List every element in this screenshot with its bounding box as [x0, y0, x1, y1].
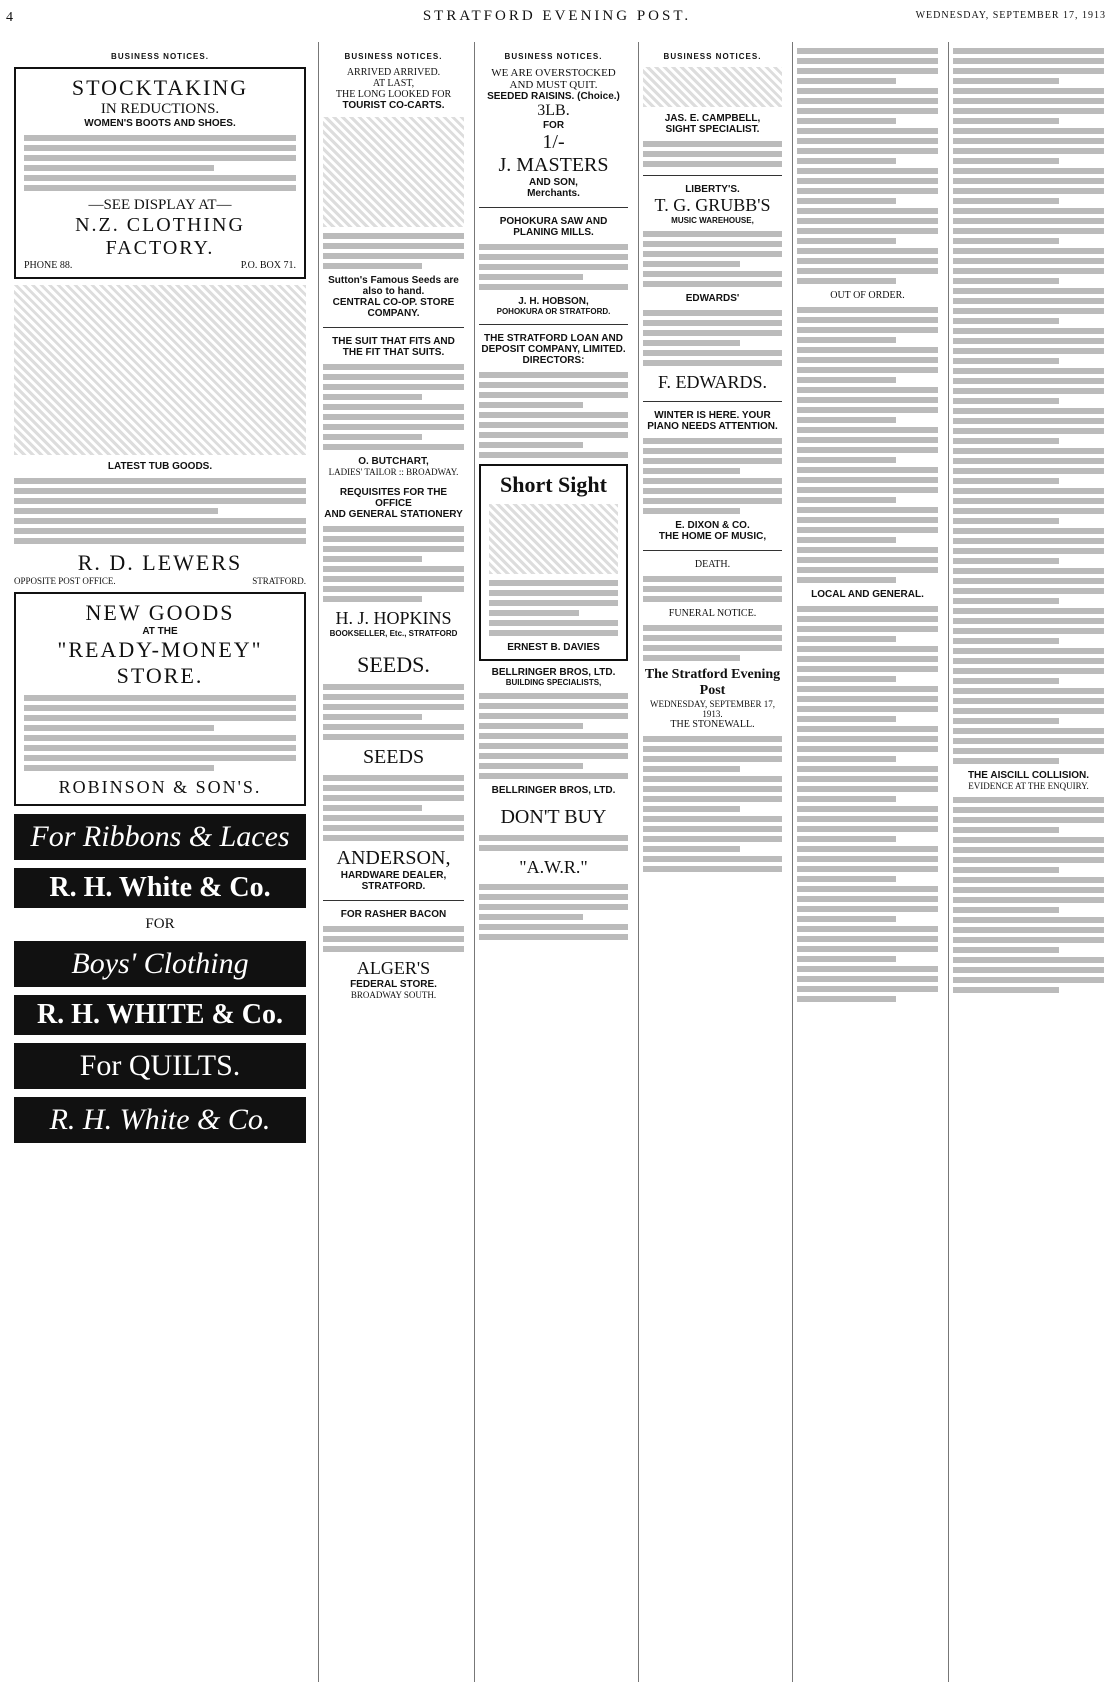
- section-header: BUSINESS NOTICES.: [663, 52, 762, 61]
- article-heading: THE STONEWALL.: [670, 719, 755, 730]
- ad-heading: "READY-MONEY" STORE.: [57, 637, 263, 688]
- ad-body-placeholder: [479, 835, 628, 851]
- ad-heading: R. D. LEWERS: [77, 550, 243, 575]
- article-body-placeholder: [797, 606, 938, 1002]
- quilts-ad: For QUILTS.: [14, 1043, 306, 1089]
- ad-body-placeholder: [643, 141, 782, 167]
- ad-heading: REQUISITES FOR THE OFFICE: [339, 487, 448, 509]
- ad-body-placeholder: [323, 684, 464, 740]
- ad-body-placeholder: [323, 926, 464, 952]
- ad-subheading: SIGHT SPECIALIST.: [665, 124, 760, 135]
- ad-heading: O. BUTCHART,: [358, 456, 429, 467]
- paper-nameplate: The Stratford Evening Post: [644, 667, 781, 698]
- ad-body-placeholder: [24, 135, 296, 191]
- ad-body-placeholder: [323, 775, 464, 841]
- ad-text: AND MUST QUIT.: [509, 79, 598, 91]
- ad-heading: LATEST TUB GOODS.: [107, 461, 213, 472]
- ad-text: SEEDED RAISINS. (Choice.): [487, 91, 620, 102]
- ad-heading: ROBINSON & SON'S.: [58, 777, 262, 797]
- ad-body-placeholder: [489, 580, 618, 636]
- ad-heading: E. DIXON & CO.: [675, 520, 750, 531]
- column-5: [792, 42, 942, 1682]
- notice-heading: DEATH.: [694, 559, 731, 570]
- ad-heading: THE STRATFORD LOAN AND DEPOSIT COMPANY, LIMITED.: [481, 333, 626, 355]
- ad-body-placeholder: [479, 244, 628, 290]
- ad-text: IN: [100, 101, 117, 117]
- ad-text: THE HOME OF MUSIC,: [658, 531, 767, 542]
- edition-date: WEDNESDAY, SEPTEMBER 17, 1913.: [649, 699, 775, 719]
- ad-heading: Short Sight: [500, 472, 607, 497]
- ad-text: POHOKURA OR STRATFORD.: [496, 307, 611, 316]
- ad-text: OPPOSITE POST OFFICE.: [14, 576, 116, 586]
- ad-text: AND SON,: [529, 177, 578, 188]
- ad-text: 3LB.: [537, 102, 570, 119]
- ad-heading: SEEDS.: [357, 652, 430, 677]
- ad-text: Sutton's Famous Seeds are also to hand.: [328, 275, 459, 297]
- ad-subheading: LIBERTY'S.: [685, 184, 740, 195]
- notice-heading: FUNERAL NOTICE.: [668, 608, 757, 619]
- spectacles-illustration: [643, 67, 782, 107]
- column-6: [948, 42, 1108, 1682]
- ad-body-placeholder: [14, 478, 306, 544]
- ad-heading: R. H. WHITE & Co.: [14, 995, 306, 1035]
- ad-heading: EDWARDS': [685, 293, 740, 304]
- ad-body-placeholder: [479, 372, 628, 458]
- column-4: [638, 42, 786, 1682]
- ad-heading: FOR RASHER BACON: [340, 909, 447, 920]
- newspaper-title: STRATFORD EVENING POST.: [422, 8, 692, 24]
- article-body-placeholder: [643, 736, 782, 872]
- ad-text: FOR: [542, 120, 565, 131]
- short-sight-ad: [479, 464, 628, 661]
- ad-subheading: WOMEN'S BOOTS AND SHOES.: [84, 118, 236, 129]
- column-1: [10, 42, 310, 1682]
- notice-body-placeholder: [643, 576, 782, 602]
- ad-heading: STOCKTAKING: [71, 75, 249, 100]
- ad-body-placeholder: [323, 233, 464, 269]
- ad-heading: BELLRINGER BROS, LTD.: [491, 785, 616, 796]
- ad-heading: JAS. E. CAMPBELL,: [664, 113, 761, 124]
- po-box: P.O. BOX 71.: [240, 260, 296, 271]
- ad-text: THE LONG LOOKED FOR: [335, 89, 452, 100]
- ad-price: 1/-: [542, 131, 565, 153]
- ad-heading: NEW GOODS: [85, 600, 235, 625]
- ad-heading: H. J. HOPKINS: [335, 608, 452, 628]
- ad-body-placeholder: [24, 695, 296, 771]
- ad-text: LADIES' TAILOR :: BROADWAY.: [328, 467, 459, 477]
- ad-text: Merchants.: [527, 188, 580, 199]
- ad-body-placeholder: [643, 438, 782, 514]
- ad-text: —SEE DISPLAY AT—: [88, 197, 232, 213]
- ad-heading: DON'T BUY: [500, 806, 607, 828]
- ad-subheading: DIRECTORS:: [522, 355, 585, 366]
- ad-text: STRATFORD.: [252, 576, 306, 586]
- ad-body-placeholder: [323, 364, 464, 450]
- ad-text: AT LAST,: [372, 78, 415, 89]
- article-body-placeholder: [953, 48, 1104, 764]
- section-header: BUSINESS NOTICES.: [344, 52, 443, 61]
- ad-heading: J. H. HOBSON,: [518, 296, 589, 307]
- ad-text: MUSIC WAREHOUSE,: [671, 216, 754, 225]
- article-subheading: EVIDENCE AT THE ENQUIRY.: [968, 781, 1089, 791]
- illustration-placeholder: [14, 285, 306, 455]
- masthead: [0, 0, 1114, 40]
- article-heading: OUT OF ORDER.: [830, 290, 905, 301]
- ad-heading: REDUCTIONS.: [120, 101, 220, 117]
- article-body-placeholder: [797, 307, 938, 583]
- ad-body-placeholder: [643, 310, 782, 366]
- ad-heading: AND GENERAL STATIONERY: [324, 509, 463, 520]
- ad-heading: R. H. White & Co.: [14, 1097, 306, 1143]
- column-3: [474, 42, 632, 1682]
- notice-body-placeholder: [643, 625, 782, 661]
- section-header: BUSINESS NOTICES.: [504, 52, 603, 61]
- section-header: BUSINESS NOTICES.: [111, 52, 209, 61]
- ad-heading: F. EDWARDS.: [657, 372, 768, 392]
- ad-heading: THE SUIT THAT FITS AND THE FIT THAT SUITS.: [332, 336, 455, 358]
- ad-text: AT THE: [142, 626, 178, 637]
- ad-text: STRATFORD.: [361, 881, 426, 892]
- ad-heading: ERNEST B. DAVIES: [507, 642, 600, 653]
- illustration-placeholder: [489, 504, 618, 574]
- illustration-placeholder: [323, 117, 464, 227]
- ad-heading: ANDERSON,: [336, 847, 451, 869]
- ad-text: HARDWARE DEALER,: [340, 870, 447, 881]
- ad-heading: SEEDS: [362, 746, 425, 768]
- stocktaking-ad: [14, 67, 306, 279]
- ad-heading: TOURIST CO-CARTS.: [342, 100, 445, 111]
- ad-heading: BELLRINGER BROS, LTD.: [491, 667, 616, 678]
- ad-body-placeholder: [643, 231, 782, 287]
- page-number: 4: [6, 10, 13, 25]
- ad-text: BUILDING SPECIALISTS,: [505, 678, 602, 687]
- ad-heading: POHOKURA SAW AND PLANING MILLS.: [499, 216, 608, 238]
- ad-text: WE ARE OVERSTOCKED: [491, 67, 616, 79]
- boys-clothing-ad: Boys' Clothing: [14, 941, 306, 987]
- column-2: [318, 42, 468, 1682]
- ad-heading: J. MASTERS: [498, 154, 609, 176]
- phone: PHONE 88.: [24, 260, 73, 271]
- ad-heading: R. H. White & Co.: [14, 868, 306, 908]
- article-heading: THE AISCILL COLLISION.: [967, 770, 1090, 781]
- ad-body-placeholder: [479, 884, 628, 940]
- article-heading: LOCAL AND GENERAL.: [811, 589, 924, 600]
- ad-heading: WINTER IS HERE. YOUR PIANO NEEDS ATTENTION.: [647, 410, 778, 432]
- ad-text: ARRIVED ARRIVED.: [346, 67, 441, 78]
- new-goods-ad: [14, 592, 306, 806]
- ad-body-placeholder: [323, 526, 464, 602]
- ad-body-placeholder: [479, 693, 628, 779]
- article-body-placeholder: [953, 797, 1104, 993]
- ad-text: FOR: [145, 916, 175, 932]
- issue-date: WEDNESDAY, SEPTEMBER 17, 1913: [915, 10, 1106, 21]
- ad-heading: ALGER'S: [356, 958, 431, 978]
- ad-heading: CENTRAL CO-OP. STORE COMPANY.: [332, 297, 455, 319]
- ad-text: BROADWAY SOUTH.: [350, 990, 437, 1000]
- ad-heading: T. G. GRUBB'S: [654, 195, 771, 215]
- ad-text: BOOKSELLER, Etc., STRATFORD: [329, 629, 458, 638]
- ribbons-ad: For Ribbons & Laces: [14, 814, 306, 860]
- article-body-placeholder: [797, 48, 938, 284]
- ad-heading: N.Z. CLOTHING FACTORY.: [75, 214, 245, 259]
- ad-text: FEDERAL STORE.: [350, 979, 437, 990]
- ad-heading: "A.W.R.": [519, 857, 588, 877]
